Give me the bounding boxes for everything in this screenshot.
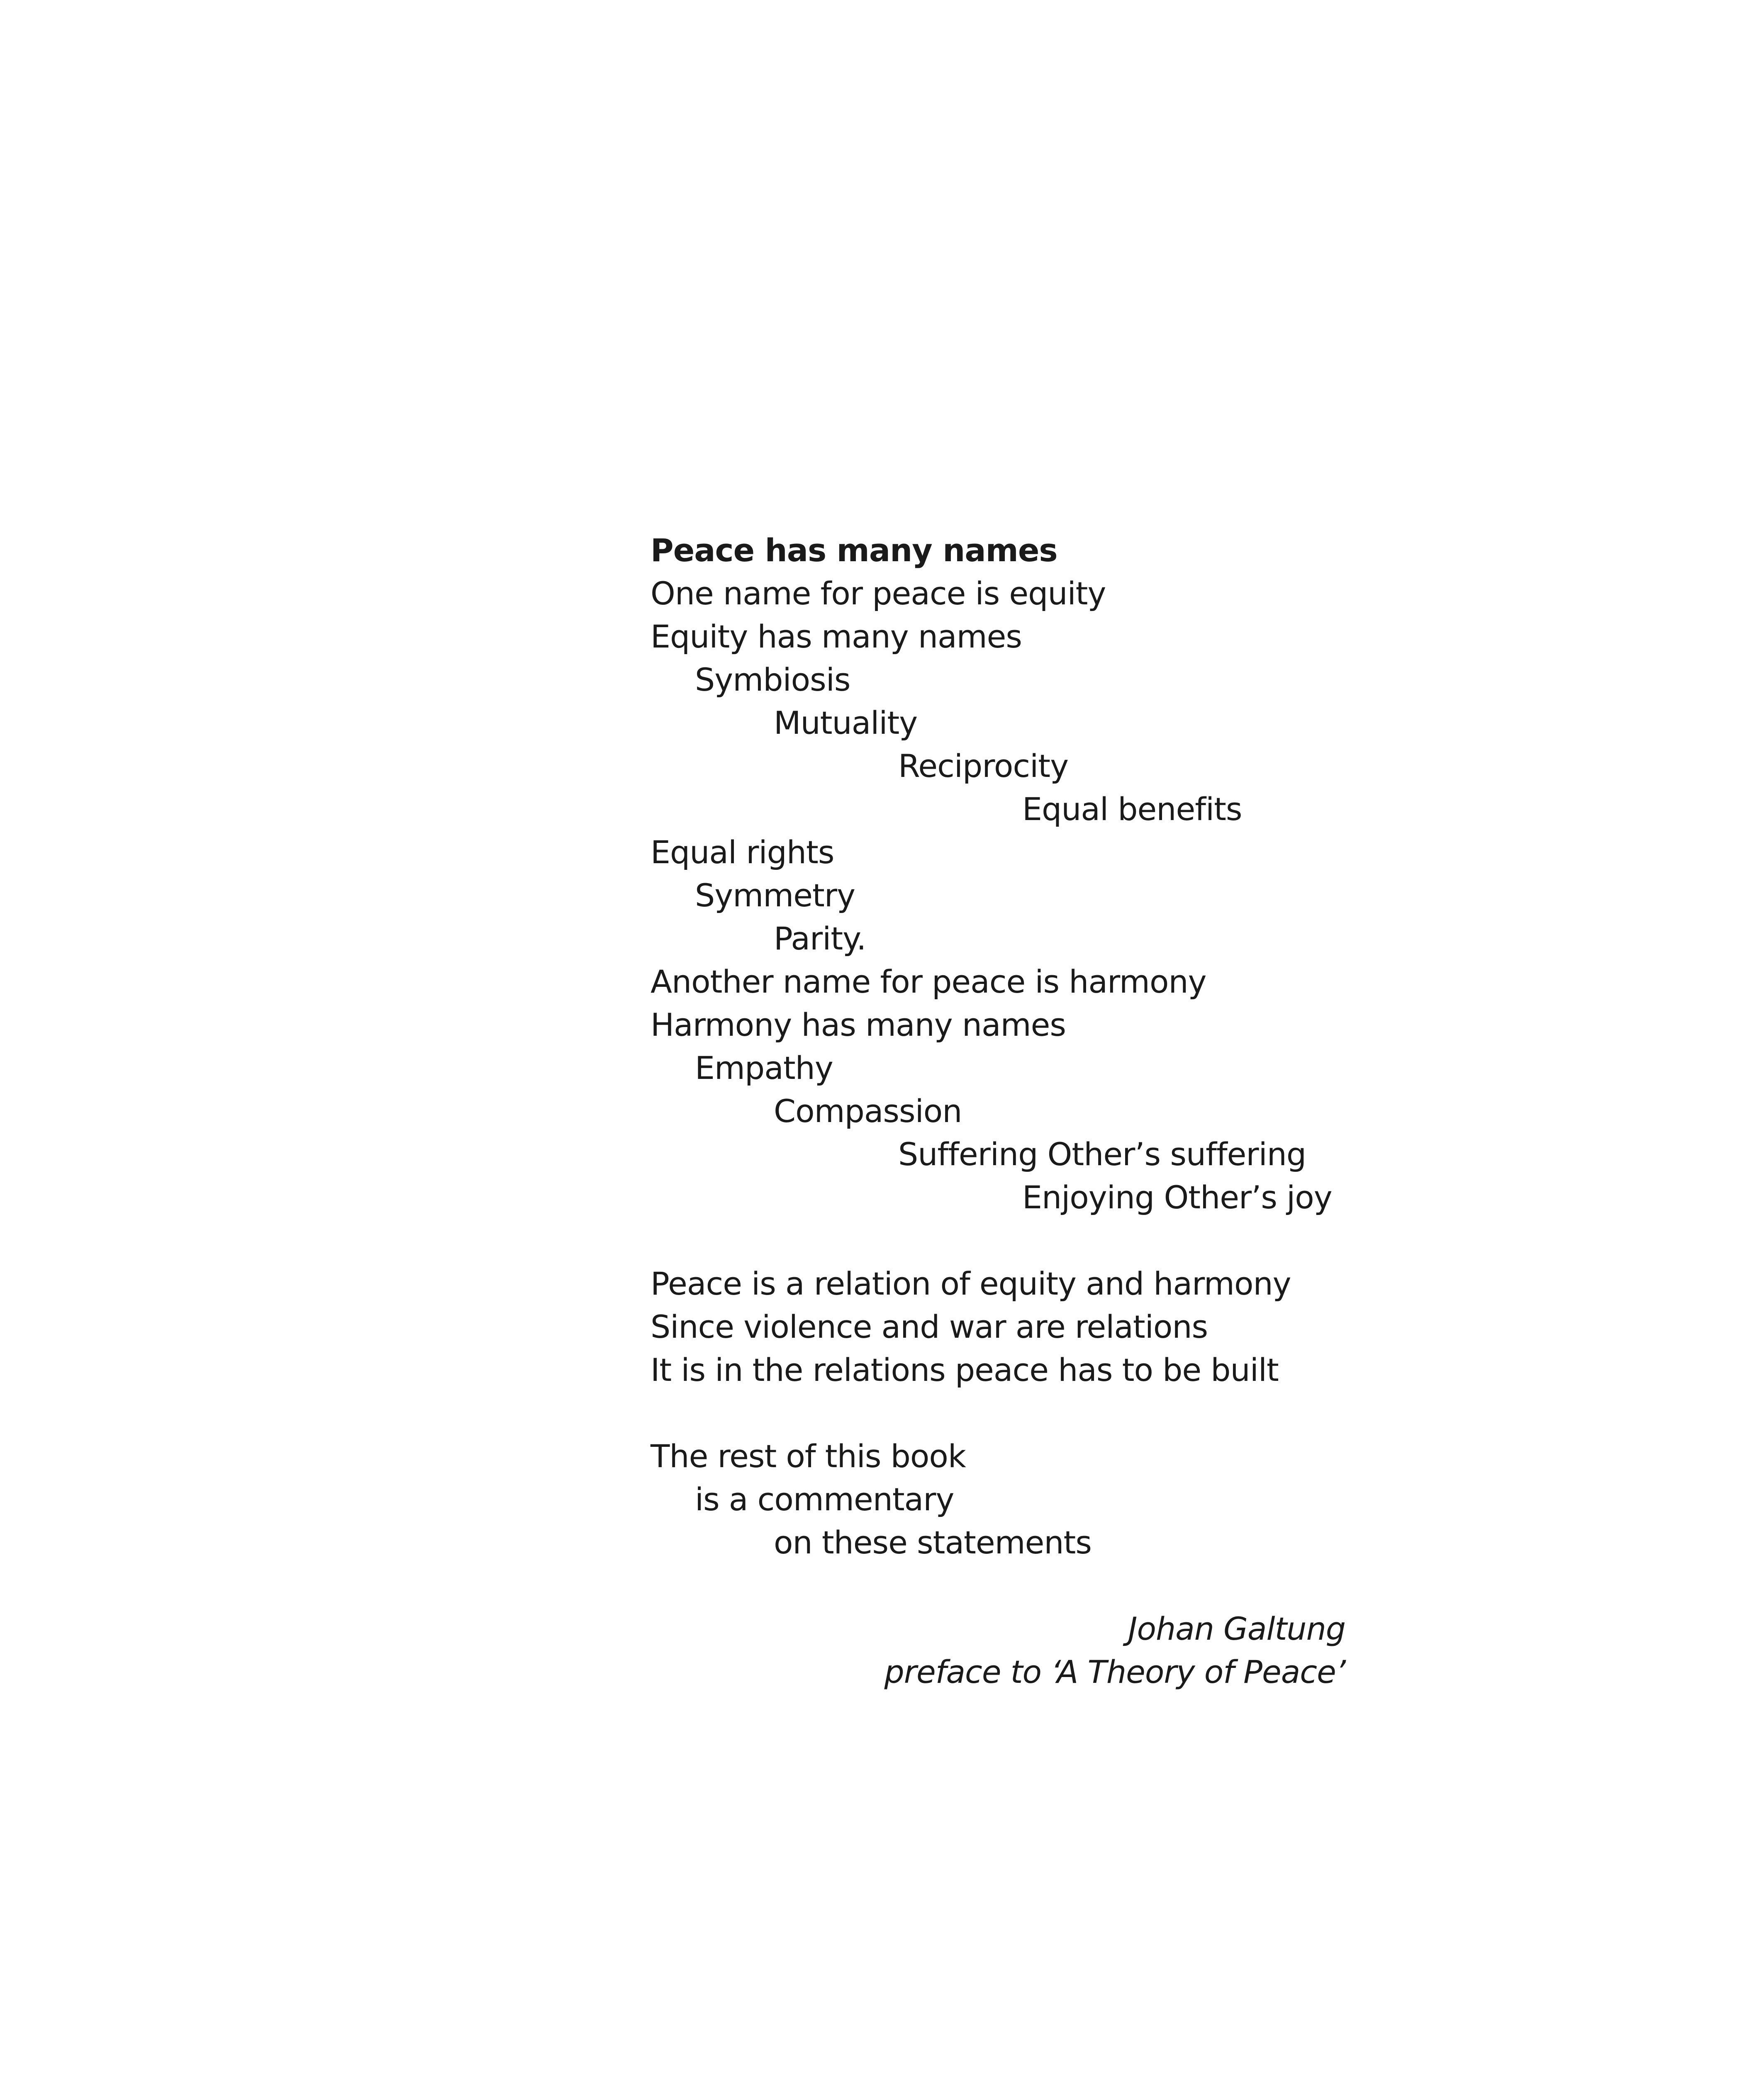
- poem-line: The rest of this book: [651, 1438, 966, 1475]
- attribution-author: Johan Galtung: [1128, 1610, 1345, 1647]
- poem-line: It is in the relations peace has to be built: [651, 1351, 1279, 1388]
- poem-line: Equal benefits: [1022, 791, 1242, 828]
- poem-line: Parity.: [774, 920, 866, 957]
- poem-line: Mutuality: [774, 704, 918, 741]
- poem: [651, 529, 1356, 1694]
- poem-line: on these statements: [774, 1524, 1092, 1561]
- stanza-gap: [651, 1219, 1356, 1262]
- poem-line: Another name for peace is harmony: [651, 963, 1206, 1000]
- stanza-gap: [651, 1564, 1356, 1607]
- poem-line: Since violence and war are relations: [651, 1308, 1208, 1345]
- poem-line: Reciprocity: [898, 747, 1069, 784]
- poem-line: is a commentary: [695, 1481, 954, 1518]
- poem-line: Compassion: [774, 1093, 962, 1130]
- poem-line: Equal rights: [651, 834, 834, 871]
- attribution-source: preface to ‘A Theory of Peace’: [884, 1653, 1345, 1690]
- stanza-gap: [651, 1392, 1356, 1435]
- poem-line: Symbiosis: [695, 661, 850, 698]
- poem-line: One name for peace is equity: [651, 575, 1106, 612]
- poem-line: Peace is a relation of equity and harmony: [651, 1265, 1291, 1302]
- poem-line: Equity has many names: [651, 618, 1022, 655]
- poem-line: Symmetry: [695, 877, 855, 914]
- poem-line: Suffering Other’s suffering: [898, 1136, 1306, 1173]
- attribution: [651, 1607, 1356, 1694]
- poem-line: Enjoying Other’s joy: [1022, 1179, 1332, 1216]
- poem-line: Harmony has many names: [651, 1006, 1066, 1043]
- poem-title: Peace has many names: [651, 532, 1057, 569]
- poem-line: Empathy: [695, 1049, 833, 1086]
